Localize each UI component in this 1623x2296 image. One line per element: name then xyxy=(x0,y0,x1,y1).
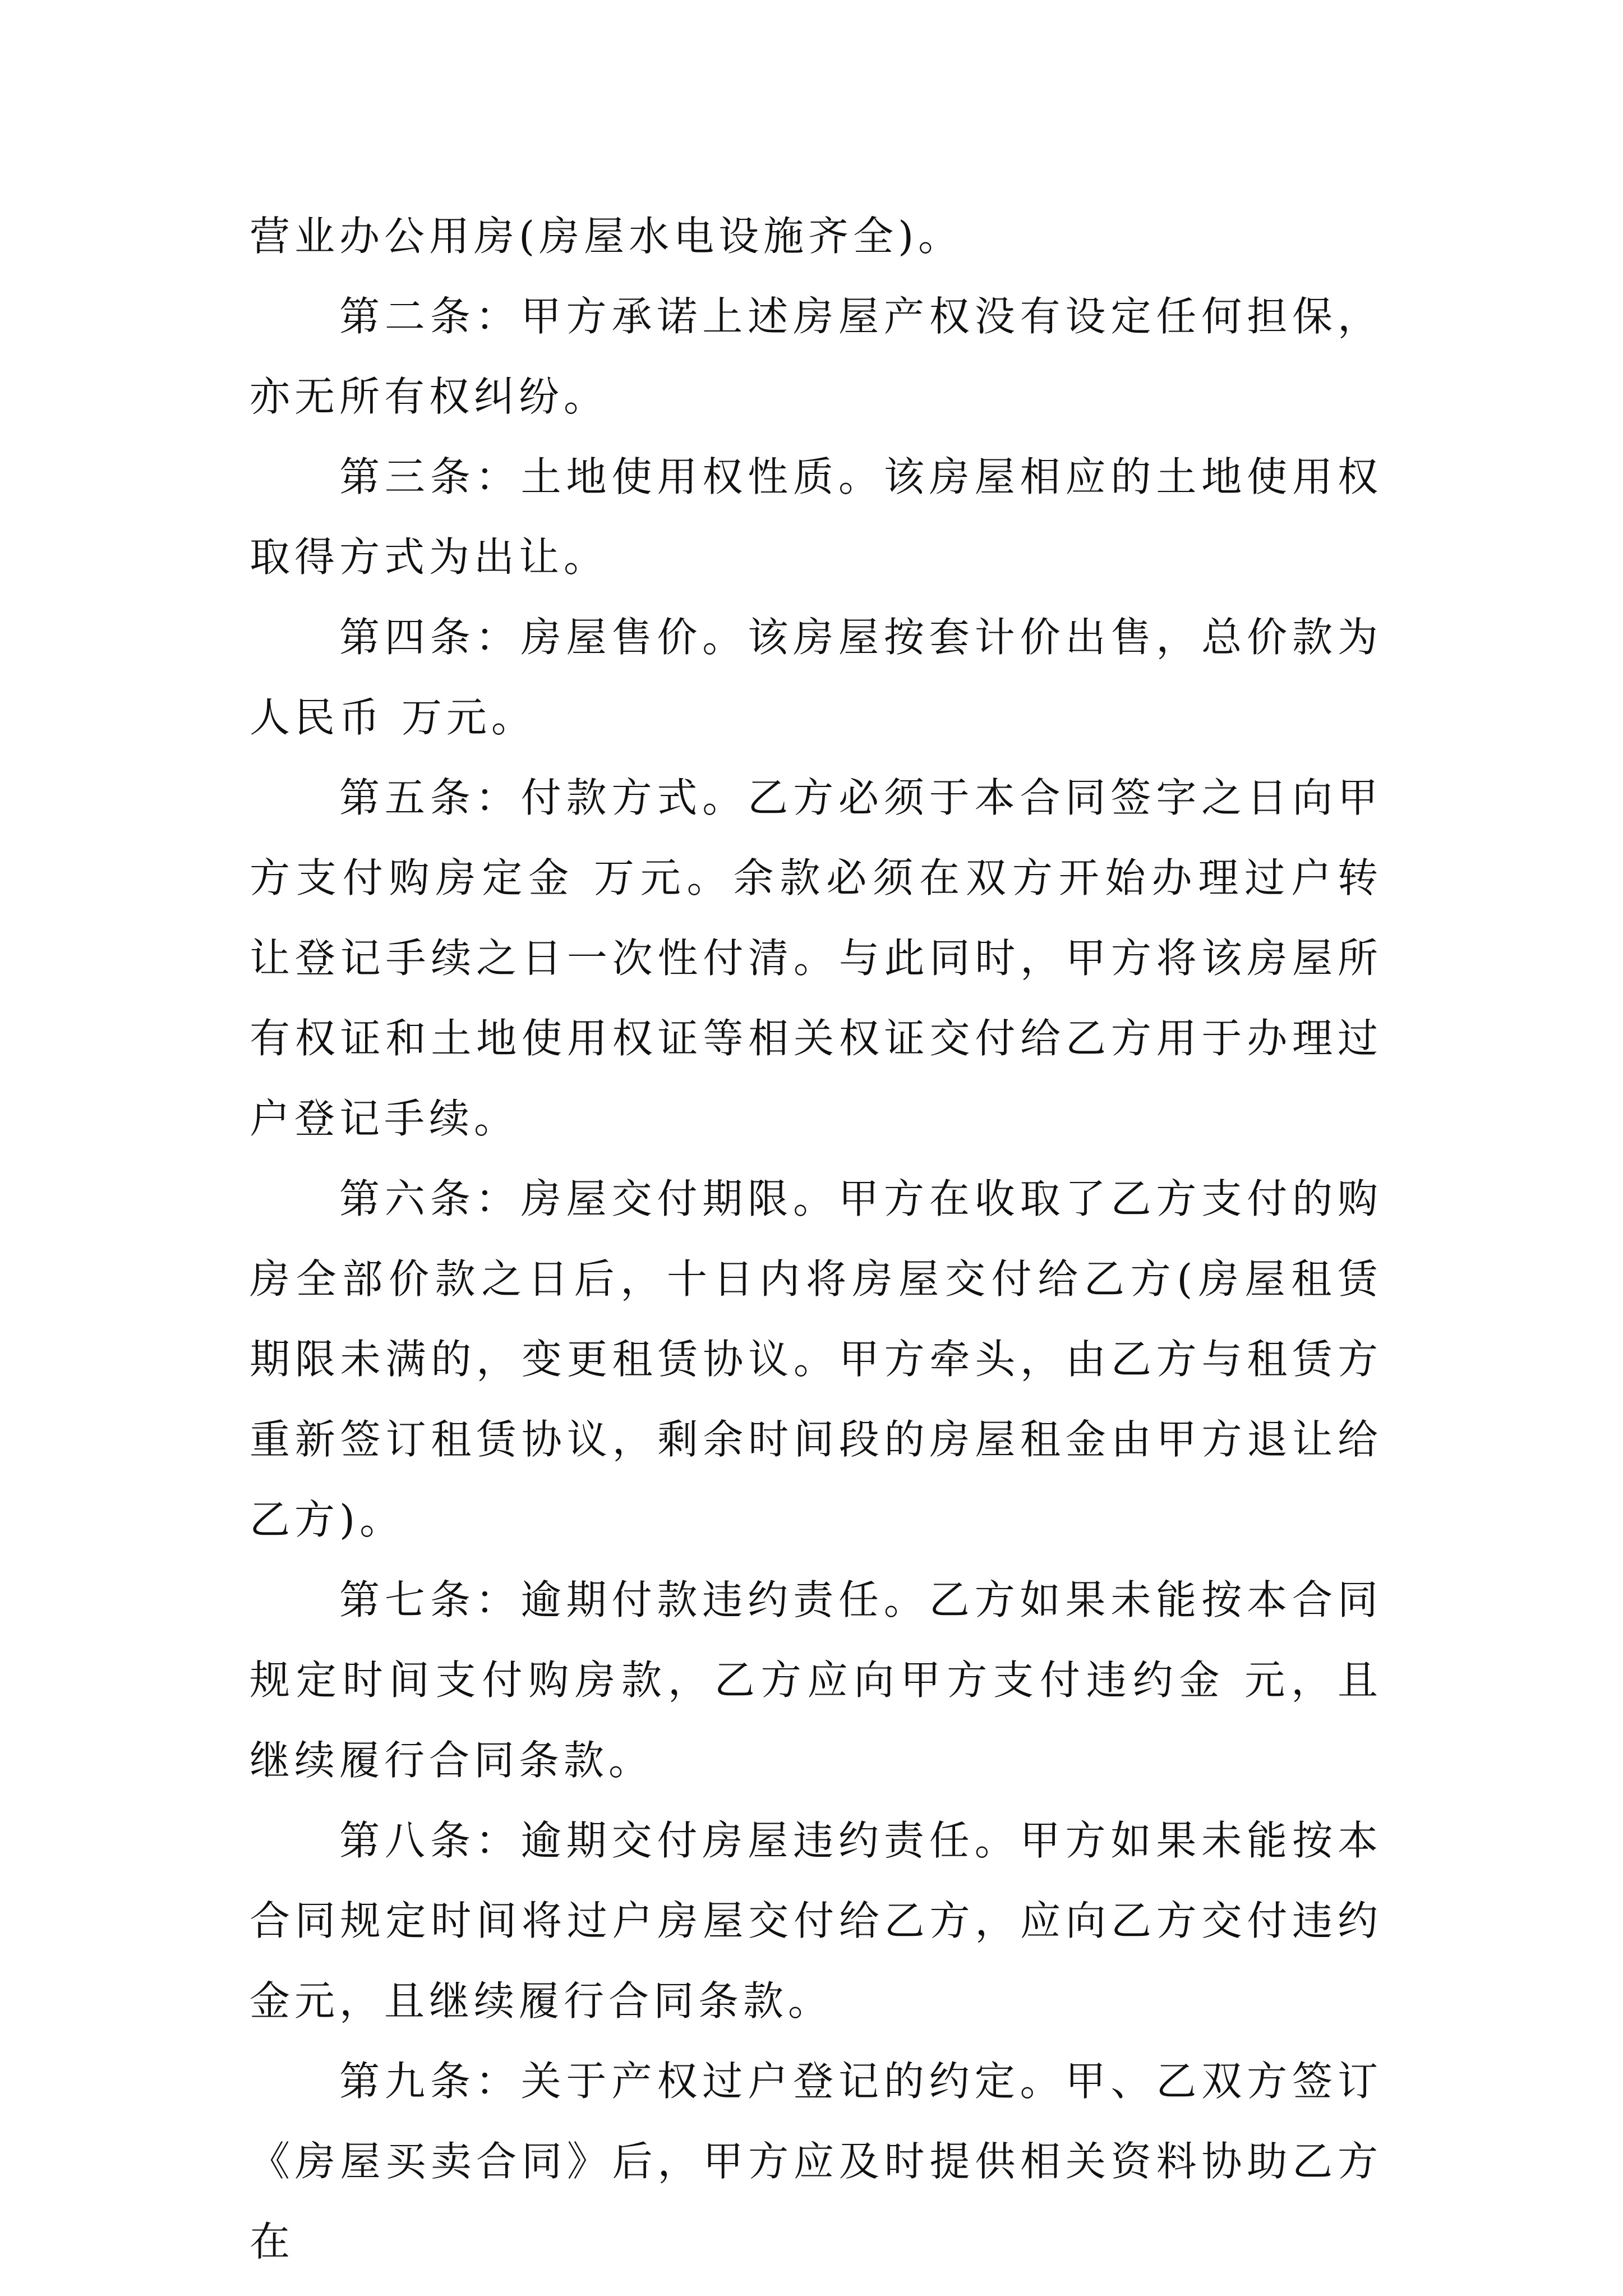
paragraph-article-8: 第八条：逾期交付房屋违约责任。甲方如果未能按本合同规定时间将过户房屋交付给乙方，应向乙方交付违约金元，且继续履行合同条款。 xyxy=(250,1817,1382,2024)
paragraph-article-9: 第九条：关于产权过户登记的约定。甲、乙双方签订《房屋买卖合同》后，甲方应及时提供相关资料协助乙方在 xyxy=(250,2058,1382,2265)
paragraph-continuation: 营业办公用房(房屋水电设施齐全)。 xyxy=(250,213,963,260)
paragraph-article-7: 第七条：逾期付款违约责任。乙方如果未能按本合同规定时间支付购房款，乙方应向甲方支付违约金 元，且继续履行合同条款。 xyxy=(250,1576,1382,1784)
paragraph-article-5: 第五条：付款方式。乙方必须于本合同签字之日向甲方支付购房定金 万元。余款必须在双方开始办理过户转让登记手续之日一次性付清。与此同时，甲方将该房屋所有权证和土地使用权证等相关权证交付给乙方用于办理过户登记手续。 xyxy=(250,774,1382,1142)
paragraph-article-3: 第三条：土地使用权性质。该房屋相应的土地使用权取得方式为出让。 xyxy=(250,453,1382,581)
paragraph-article-4: 第四条：房屋售价。该房屋按套计价出售，总价款为人民币 万元。 xyxy=(250,614,1382,741)
paragraph-article-6: 第六条：房屋交付期限。甲方在收取了乙方支付的购房全部价款之日后，十日内将房屋交付给乙方(房屋租赁期限未满的，变更租赁协议。甲方牵头，由乙方与租赁方重新签订租赁协议，剩余时间段的房屋租金由甲方退让给乙方)。 xyxy=(250,1175,1382,1543)
paragraph-article-2: 第二条：甲方承诺上述房屋产权没有设定任何担保，亦无所有权纠纷。 xyxy=(250,293,1382,420)
document-body xyxy=(250,196,1382,2282)
